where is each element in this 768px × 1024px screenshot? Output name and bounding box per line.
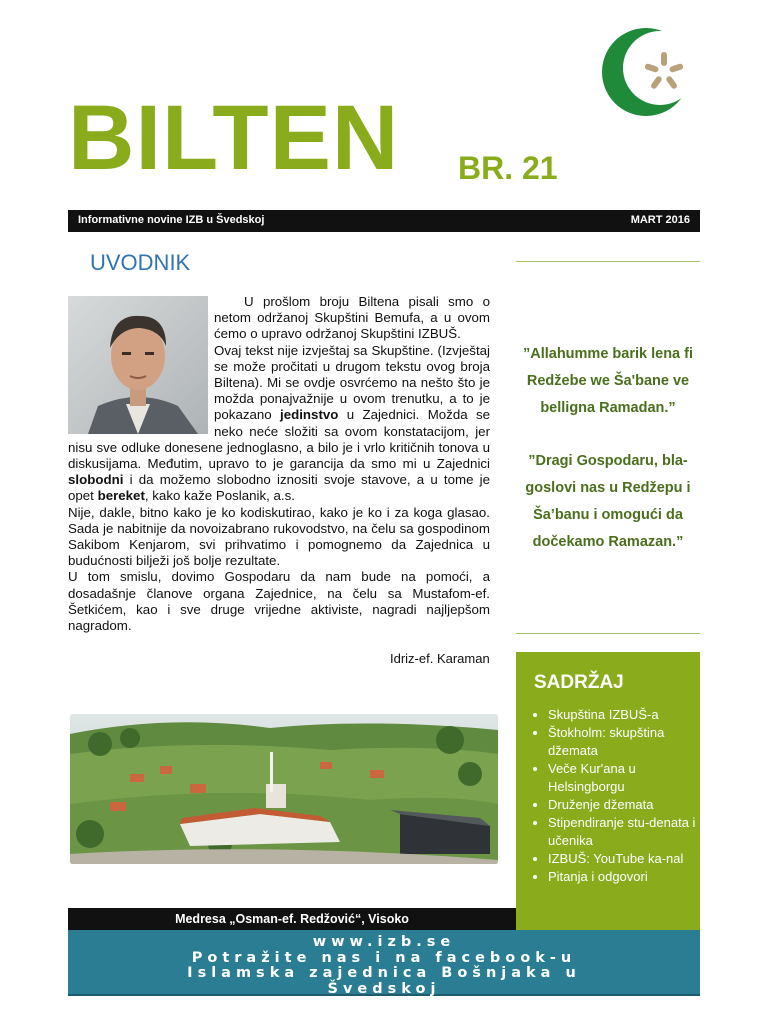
contents-box	[516, 652, 700, 930]
footer-facebook-text: Potražite nas i na facebook-u	[191, 949, 577, 966]
divider	[516, 261, 700, 262]
editorial-paragraph-4: U tom smislu, dovimo Gospodaru da nam bude na pomoći, a dosadašnje članove organa Zajednice, na čelu sa Mustafom-ef. Šetkićem, kao i sve druge vrijedne aktiviste, nagradi najljepšom nagradom.	[68, 569, 490, 634]
header-bar	[68, 210, 700, 232]
contents-item[interactable]: • Druženje džemata	[548, 796, 700, 814]
section-title: UVODNIK	[90, 250, 191, 275]
editorial-paragraph-3: Nije, dakle, bitno kako je ko kodiskutirao, kako je ko i za koga glasao. Sada je nabitnije da novoizabrano rukovodstvo, na čelu sa gospodinom Sakibom Kenjarom, svi prihvatimo i pomognemo da Zajednica u budućnosti bilježi još bolje rezultate.	[68, 504, 490, 569]
contents-title: SADRŽAJ	[534, 672, 624, 693]
editorial-paragraph-2: Ovaj tekst nije izvještaj sa Skupštine. (Izvještaj se može pročitati u drugom tekstu ovog broja Biltena). Mi se ovdje osvrćemo na nešto što je možda ponajvažnije u ovom trenutku, a to je pokazano jedinstvo u Zajednici. Možda se neko neće složiti sa ovom konstatacijom, jer nisu sve odluke donesene jednoglasno, a bilo je i vrlo kritičnih tonova u diskusijama. Međutim, upravo to je garancija da smo mi u Zajednici slobodni i da možemo slobodno iznositi svoje stavove, a u tome je opet bereket, kako kaže Poslanik, a.s.	[68, 342, 490, 504]
contents-item[interactable]: • IZBUŠ: YouTube ka-nal	[548, 850, 700, 868]
contents-item[interactable]: • Štokholm: skupština džemata	[548, 724, 700, 760]
contents-item[interactable]: • Veče Kur'ana u Helsingborgu	[548, 760, 700, 796]
quote-2: ”Dragi Gospodaru, bla-goslovi nas u Redžepu i Ša’banu i omogući da dočekamo Ramazan.”	[525, 453, 691, 550]
contents-item[interactable]: • Stipendiranje stu-denata i učenika	[548, 814, 700, 850]
quote-1: ”Allahumme barik lena fi Redžebe we Ša'bane ve belligna Ramadan.”	[522, 346, 694, 416]
issue-number: BR. 21	[458, 150, 558, 186]
footer-org-name-2: Švedskoj	[327, 980, 441, 997]
header-subtitle: Informativne novine IZB u Švedskoj	[78, 214, 265, 226]
header-date: MART 2016	[630, 214, 690, 226]
contents-item[interactable]: • Skupština IZBUŠ-a	[548, 706, 700, 724]
editorial-paragraph-1: U prošlom broju Biltena pisali smo o netom održanoj Skupštini Bemufa, a u ovom ćemo o upravo održanoj Skupštini IZBUŠ.	[214, 294, 490, 342]
newsletter-title: BILTEN	[68, 87, 400, 189]
contents-list	[530, 706, 700, 886]
author-signature: Idriz-ef. Karaman	[390, 651, 490, 666]
divider	[516, 633, 700, 634]
medresa-aerial-photo	[70, 714, 498, 864]
footer-banner	[68, 930, 700, 996]
logo	[600, 24, 696, 120]
footer-website-link[interactable]: www.izb.se	[312, 934, 456, 950]
crescent-star-icon	[600, 24, 696, 120]
editorial-body	[68, 294, 490, 634]
photo-caption: Medresa „Osman-ef. Redžović“, Visoko	[68, 908, 516, 930]
footer-org-name: Islamska zajednica Bošnjaka u	[187, 965, 581, 981]
contents-item[interactable]: • Pitanja i odgovori	[548, 868, 700, 886]
